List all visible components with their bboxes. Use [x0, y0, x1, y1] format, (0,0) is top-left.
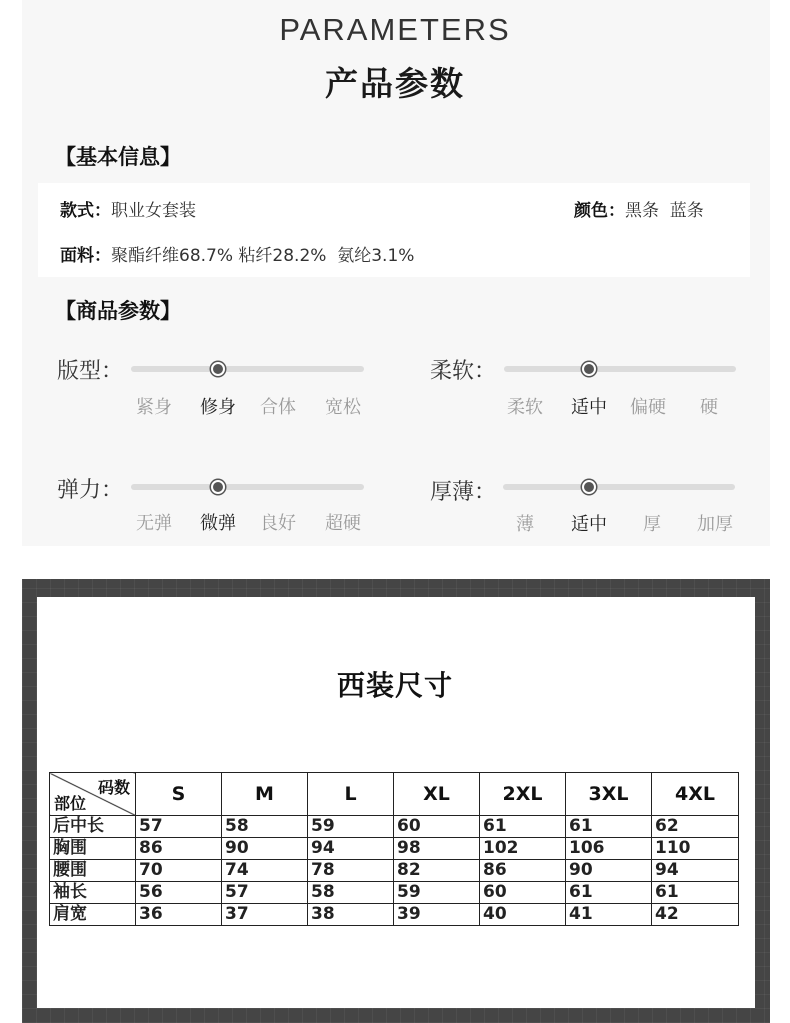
size-column-header: 4XL — [652, 773, 739, 816]
table-cell: 42 — [652, 904, 739, 926]
slider-option: 修身 — [200, 397, 236, 418]
fabric-row — [60, 241, 414, 266]
slider-option: 加厚 — [697, 514, 733, 535]
table-cell: 62 — [652, 816, 739, 838]
slider-track-softness — [504, 366, 736, 372]
table-cell: 60 — [480, 882, 566, 904]
table-cell: 94 — [652, 860, 739, 882]
table-cell: 86 — [480, 860, 566, 882]
page-title-cn: 产品参数 — [325, 64, 465, 103]
table-header-row — [50, 773, 739, 816]
slider-option: 紧身 — [136, 397, 172, 418]
slider-knob-thickness — [582, 480, 596, 494]
table-cell: 82 — [394, 860, 480, 882]
row-part-label: 腰围 — [50, 860, 136, 882]
style-label: 款式： — [60, 201, 111, 221]
table-cell: 78 — [308, 860, 394, 882]
table-cell: 102 — [480, 838, 566, 860]
table-cell: 61 — [566, 882, 652, 904]
size-table — [49, 772, 739, 926]
table-cell: 59 — [308, 816, 394, 838]
table-cell: 110 — [652, 838, 739, 860]
slider-option: 宽松 — [325, 397, 361, 418]
slider-track-fit — [131, 366, 364, 372]
slider-track-elasticity — [131, 484, 364, 490]
table-cell: 61 — [652, 882, 739, 904]
slider-option: 无弹 — [136, 513, 172, 534]
size-column-header: 2XL — [480, 773, 566, 816]
table-row — [50, 860, 739, 882]
table-row — [50, 838, 739, 860]
table-corner-cell — [50, 773, 136, 816]
slider-knob-fit — [211, 362, 225, 376]
table-cell: 86 — [136, 838, 222, 860]
table-cell: 61 — [566, 816, 652, 838]
table-cell: 36 — [136, 904, 222, 926]
table-cell: 57 — [136, 816, 222, 838]
slider-option: 超硬 — [325, 513, 361, 534]
slider-label-softness: 柔软： — [430, 359, 497, 384]
slider-track-thickness — [503, 484, 735, 490]
table-row — [50, 904, 739, 926]
product-params-heading: 【商品参数】 — [55, 299, 181, 323]
slider-knob-softness — [582, 362, 596, 376]
color-label: 颜色： — [574, 201, 625, 221]
slider-option: 良好 — [260, 513, 296, 534]
table-row — [50, 882, 739, 904]
size-chart-title: 西装尺寸 — [336, 669, 453, 702]
size-column-header: XL — [394, 773, 480, 816]
row-part-label: 袖长 — [50, 882, 136, 904]
table-cell: 58 — [308, 882, 394, 904]
table-cell: 40 — [480, 904, 566, 926]
table-cell: 106 — [566, 838, 652, 860]
slider-label-fit: 版型： — [57, 359, 124, 384]
row-part-label: 肩宽 — [50, 904, 136, 926]
table-cell: 38 — [308, 904, 394, 926]
page-title-en: PARAMETERS — [279, 12, 511, 47]
fabric-label: 面料： — [60, 246, 111, 266]
table-cell: 58 — [222, 816, 308, 838]
table-cell: 90 — [566, 860, 652, 882]
table-cell: 57 — [222, 882, 308, 904]
style-value: 职业女套装 — [111, 201, 196, 221]
color-value: 黑条 蓝条 — [625, 201, 704, 221]
table-cell: 61 — [480, 816, 566, 838]
table-cell: 56 — [136, 882, 222, 904]
color-row — [574, 196, 704, 221]
style-row — [60, 196, 196, 221]
corner-part-label: 部位 — [54, 794, 87, 813]
table-cell: 90 — [222, 838, 308, 860]
row-part-label: 胸围 — [50, 838, 136, 860]
table-cell: 70 — [136, 860, 222, 882]
size-column-header: S — [136, 773, 222, 816]
slider-label-elasticity: 弹力： — [57, 478, 124, 503]
size-column-header: M — [222, 773, 308, 816]
table-cell: 39 — [394, 904, 480, 926]
fabric-value: 聚酯纤维68.7% 粘纤28.2% 氨纶3.1% — [111, 246, 415, 266]
slider-option: 偏硬 — [630, 397, 666, 418]
size-column-header: 3XL — [566, 773, 652, 816]
table-cell: 59 — [394, 882, 480, 904]
table-cell: 94 — [308, 838, 394, 860]
slider-option: 厚 — [643, 514, 661, 535]
size-column-header: L — [308, 773, 394, 816]
row-part-label: 后中长 — [50, 816, 136, 838]
table-cell: 74 — [222, 860, 308, 882]
slider-label-thickness: 厚薄： — [430, 480, 497, 505]
basic-info-heading: 【基本信息】 — [55, 145, 181, 169]
slider-knob-elasticity — [211, 480, 225, 494]
table-cell: 37 — [222, 904, 308, 926]
slider-option: 微弹 — [200, 513, 236, 534]
table-cell: 60 — [394, 816, 480, 838]
slider-option: 适中 — [571, 397, 607, 418]
corner-size-label: 码数 — [97, 778, 130, 797]
table-cell: 41 — [566, 904, 652, 926]
slider-option: 柔软 — [507, 397, 543, 418]
table-cell: 98 — [394, 838, 480, 860]
slider-option: 适中 — [571, 514, 607, 535]
slider-option: 硬 — [700, 397, 718, 418]
slider-option: 薄 — [516, 514, 534, 535]
table-row — [50, 816, 739, 838]
slider-option: 合体 — [260, 397, 296, 418]
